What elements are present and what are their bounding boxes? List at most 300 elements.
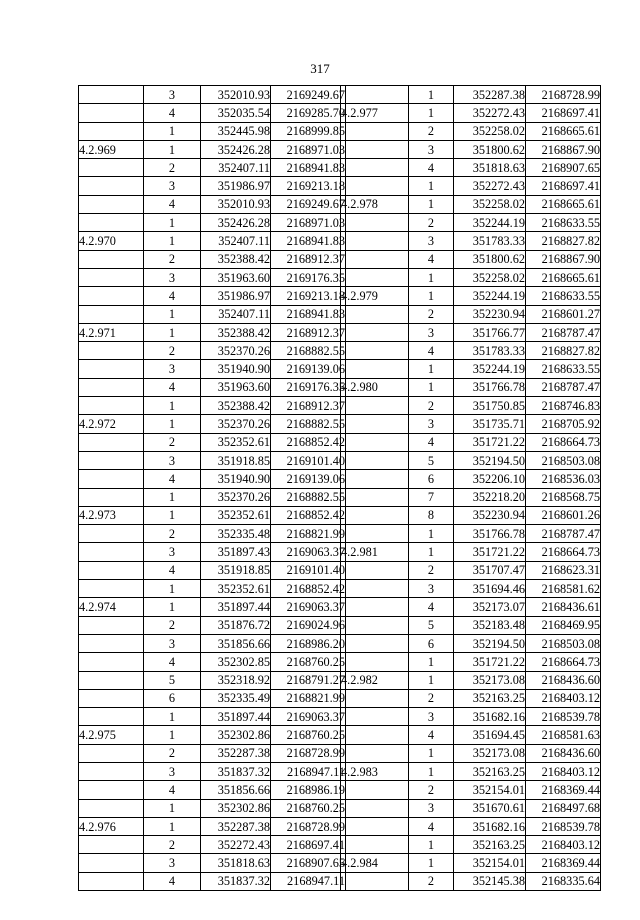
point-number-cell: 4 xyxy=(144,104,201,122)
parcel-id-cell xyxy=(79,214,144,232)
x-coordinate-cell: 352173.08 xyxy=(454,744,526,762)
y-coordinate-cell: 2168623.31 xyxy=(526,561,601,579)
parcel-id-cell xyxy=(341,323,409,341)
table-row xyxy=(79,122,346,140)
y-coordinate-cell: 2168436.60 xyxy=(526,744,601,762)
point-number-cell: 4 xyxy=(144,561,201,579)
point-number-cell: 3 xyxy=(409,140,454,158)
parcel-id-cell xyxy=(79,159,144,177)
y-coordinate-cell: 2168947.11 xyxy=(271,762,346,780)
parcel-id-cell xyxy=(79,671,144,689)
parcel-id-cell xyxy=(341,525,409,543)
x-coordinate-cell: 352194.50 xyxy=(454,634,526,652)
parcel-id-cell xyxy=(341,506,409,524)
x-coordinate-cell: 351750.85 xyxy=(454,397,526,415)
table-row xyxy=(341,506,601,524)
x-coordinate-cell: 352272.43 xyxy=(201,836,271,854)
y-coordinate-cell: 2168821.99 xyxy=(271,689,346,707)
x-coordinate-cell: 352183.48 xyxy=(454,616,526,634)
table-row xyxy=(341,543,601,561)
y-coordinate-cell: 2168665.61 xyxy=(526,268,601,286)
point-number-cell: 4 xyxy=(409,433,454,451)
table-row xyxy=(341,726,601,744)
parcel-id-cell xyxy=(341,598,409,616)
x-coordinate-cell: 352370.26 xyxy=(201,488,271,506)
point-number-cell: 4 xyxy=(409,342,454,360)
x-coordinate-cell: 352145.38 xyxy=(454,872,526,890)
x-coordinate-cell: 351766.78 xyxy=(454,525,526,543)
table-row xyxy=(341,268,601,286)
x-coordinate-cell: 351876.72 xyxy=(201,616,271,634)
x-coordinate-cell: 351766.77 xyxy=(454,323,526,341)
point-number-cell: 1 xyxy=(409,360,454,378)
x-coordinate-cell: 351940.90 xyxy=(201,360,271,378)
parcel-id-cell: 4.2.971 xyxy=(79,323,144,341)
y-coordinate-cell: 2168941.83 xyxy=(271,305,346,323)
x-coordinate-cell: 352318.92 xyxy=(201,671,271,689)
parcel-id-cell: 4.2.976 xyxy=(79,817,144,835)
x-coordinate-cell: 351682.16 xyxy=(454,817,526,835)
parcel-id-cell xyxy=(341,305,409,323)
table-row xyxy=(79,525,346,543)
point-number-cell: 2 xyxy=(409,305,454,323)
parcel-id-cell xyxy=(79,708,144,726)
x-coordinate-cell: 352035.54 xyxy=(201,104,271,122)
table-row xyxy=(341,488,601,506)
x-coordinate-cell: 352163.25 xyxy=(454,762,526,780)
table-row xyxy=(341,140,601,158)
parcel-id-cell xyxy=(79,268,144,286)
y-coordinate-cell: 2169139.06 xyxy=(271,470,346,488)
parcel-id-cell xyxy=(79,122,144,140)
point-number-cell: 1 xyxy=(409,287,454,305)
x-coordinate-cell: 351837.32 xyxy=(201,762,271,780)
point-number-cell: 3 xyxy=(144,634,201,652)
y-coordinate-cell: 2168503.08 xyxy=(526,634,601,652)
x-coordinate-cell: 352272.43 xyxy=(454,177,526,195)
parcel-id-cell xyxy=(341,470,409,488)
parcel-id-cell xyxy=(79,781,144,799)
x-coordinate-cell: 351818.63 xyxy=(454,159,526,177)
y-coordinate-cell: 2169101.40 xyxy=(271,451,346,469)
table-row xyxy=(341,360,601,378)
y-coordinate-cell: 2168633.55 xyxy=(526,214,601,232)
table-row xyxy=(341,653,601,671)
point-number-cell: 3 xyxy=(144,543,201,561)
y-coordinate-cell: 2168941.83 xyxy=(271,159,346,177)
parcel-id-cell xyxy=(341,360,409,378)
parcel-id-cell xyxy=(79,854,144,872)
table-row xyxy=(341,195,601,213)
table-row xyxy=(79,671,346,689)
x-coordinate-cell: 351986.97 xyxy=(201,287,271,305)
y-coordinate-cell: 2168581.63 xyxy=(526,726,601,744)
y-coordinate-cell: 2168568.75 xyxy=(526,488,601,506)
y-coordinate-cell: 2168746.83 xyxy=(526,397,601,415)
parcel-id-cell: 4.2.982 xyxy=(341,671,409,689)
table-row xyxy=(341,159,601,177)
parcel-id-cell xyxy=(341,634,409,652)
table-row xyxy=(341,214,601,232)
point-number-cell: 3 xyxy=(144,177,201,195)
table-row xyxy=(79,781,346,799)
y-coordinate-cell: 2168469.95 xyxy=(526,616,601,634)
table-row xyxy=(79,159,346,177)
table-row xyxy=(341,177,601,195)
x-coordinate-cell: 352445.98 xyxy=(201,122,271,140)
point-number-cell: 4 xyxy=(144,195,201,213)
parcel-id-cell xyxy=(341,268,409,286)
table-row xyxy=(79,305,346,323)
point-number-cell: 1 xyxy=(409,104,454,122)
y-coordinate-cell: 2168633.55 xyxy=(526,287,601,305)
point-number-cell: 6 xyxy=(409,470,454,488)
y-coordinate-cell: 2168665.61 xyxy=(526,195,601,213)
table-row xyxy=(79,287,346,305)
point-number-cell: 1 xyxy=(144,506,201,524)
table-row xyxy=(341,634,601,652)
table-row xyxy=(341,86,601,104)
point-number-cell: 2 xyxy=(144,342,201,360)
point-number-cell: 1 xyxy=(409,762,454,780)
parcel-id-cell xyxy=(341,653,409,671)
y-coordinate-cell: 2168728.99 xyxy=(271,744,346,762)
y-coordinate-cell: 2169213.18 xyxy=(271,287,346,305)
table-row xyxy=(79,433,346,451)
parcel-id-cell xyxy=(341,781,409,799)
point-number-cell: 3 xyxy=(144,268,201,286)
point-number-cell: 4 xyxy=(144,781,201,799)
point-number-cell: 1 xyxy=(144,708,201,726)
table-row xyxy=(79,470,346,488)
x-coordinate-cell: 352010.93 xyxy=(201,195,271,213)
parcel-id-cell xyxy=(341,397,409,415)
table-row xyxy=(341,305,601,323)
table-row xyxy=(79,268,346,286)
y-coordinate-cell: 2168787.47 xyxy=(526,525,601,543)
table-row xyxy=(79,653,346,671)
table-row xyxy=(79,360,346,378)
point-number-cell: 1 xyxy=(409,86,454,104)
point-number-cell: 3 xyxy=(409,323,454,341)
x-coordinate-cell: 352258.02 xyxy=(454,268,526,286)
point-number-cell: 4 xyxy=(144,872,201,890)
y-coordinate-cell: 2168497.68 xyxy=(526,799,601,817)
y-coordinate-cell: 2168581.62 xyxy=(526,580,601,598)
point-number-cell: 1 xyxy=(409,268,454,286)
x-coordinate-cell: 351783.33 xyxy=(454,342,526,360)
point-number-cell: 2 xyxy=(144,836,201,854)
parcel-id-cell xyxy=(79,872,144,890)
x-coordinate-cell: 351897.43 xyxy=(201,543,271,561)
y-coordinate-cell: 2169063.37 xyxy=(271,598,346,616)
table-row xyxy=(79,214,346,232)
point-number-cell: 4 xyxy=(409,817,454,835)
y-coordinate-cell: 2169063.37 xyxy=(271,543,346,561)
y-coordinate-cell: 2168728.99 xyxy=(271,817,346,835)
y-coordinate-cell: 2168999.85 xyxy=(271,122,346,140)
table-row xyxy=(79,726,346,744)
parcel-id-cell xyxy=(79,342,144,360)
y-coordinate-cell: 2168503.08 xyxy=(526,451,601,469)
y-coordinate-cell: 2168947.11 xyxy=(271,872,346,890)
y-coordinate-cell: 2168827.82 xyxy=(526,232,601,250)
parcel-id-cell xyxy=(79,177,144,195)
x-coordinate-cell: 351721.22 xyxy=(454,543,526,561)
table-row xyxy=(79,872,346,890)
point-number-cell: 3 xyxy=(144,451,201,469)
point-number-cell: 7 xyxy=(409,488,454,506)
y-coordinate-cell: 2168697.41 xyxy=(526,104,601,122)
x-coordinate-cell: 352335.49 xyxy=(201,689,271,707)
table-row xyxy=(341,781,601,799)
point-number-cell: 4 xyxy=(409,598,454,616)
table-row xyxy=(79,195,346,213)
x-coordinate-cell: 352407.11 xyxy=(201,159,271,177)
x-coordinate-cell: 352388.42 xyxy=(201,397,271,415)
page-number: 317 xyxy=(310,61,330,76)
parcel-id-cell: 4.2.981 xyxy=(341,543,409,561)
x-coordinate-cell: 352302.86 xyxy=(201,799,271,817)
x-coordinate-cell: 352302.86 xyxy=(201,726,271,744)
parcel-id-cell xyxy=(79,104,144,122)
y-coordinate-cell: 2168912.37 xyxy=(271,250,346,268)
x-coordinate-cell: 351837.32 xyxy=(201,872,271,890)
table-row xyxy=(341,561,601,579)
x-coordinate-cell: 352163.25 xyxy=(454,689,526,707)
parcel-id-cell xyxy=(341,836,409,854)
y-coordinate-cell: 2168827.82 xyxy=(526,342,601,360)
point-number-cell: 1 xyxy=(144,140,201,158)
y-coordinate-cell: 2168436.60 xyxy=(526,671,601,689)
point-number-cell: 8 xyxy=(409,506,454,524)
parcel-id-cell xyxy=(79,86,144,104)
parcel-id-cell xyxy=(79,616,144,634)
x-coordinate-cell: 351707.47 xyxy=(454,561,526,579)
x-coordinate-cell: 351897.44 xyxy=(201,708,271,726)
x-coordinate-cell: 351694.46 xyxy=(454,580,526,598)
point-number-cell: 1 xyxy=(409,744,454,762)
point-number-cell: 1 xyxy=(409,195,454,213)
point-number-cell: 1 xyxy=(144,488,201,506)
table-row xyxy=(79,232,346,250)
parcel-id-cell xyxy=(79,195,144,213)
point-number-cell: 1 xyxy=(409,543,454,561)
point-number-cell: 1 xyxy=(409,525,454,543)
point-number-cell: 2 xyxy=(144,525,201,543)
point-number-cell: 4 xyxy=(144,287,201,305)
y-coordinate-cell: 2168787.47 xyxy=(526,323,601,341)
x-coordinate-cell: 352407.11 xyxy=(201,232,271,250)
table-row xyxy=(341,854,601,872)
x-coordinate-cell: 352335.48 xyxy=(201,525,271,543)
parcel-id-cell xyxy=(341,451,409,469)
y-coordinate-cell: 2168664.73 xyxy=(526,543,601,561)
x-coordinate-cell: 351818.63 xyxy=(201,854,271,872)
parcel-id-cell xyxy=(341,159,409,177)
table-row xyxy=(79,580,346,598)
table-row xyxy=(79,762,346,780)
x-coordinate-cell: 351735.71 xyxy=(454,415,526,433)
x-coordinate-cell: 352154.01 xyxy=(454,854,526,872)
x-coordinate-cell: 351986.97 xyxy=(201,177,271,195)
y-coordinate-cell: 2168907.65 xyxy=(526,159,601,177)
y-coordinate-cell: 2168601.26 xyxy=(526,506,601,524)
x-coordinate-cell: 351918.85 xyxy=(201,561,271,579)
y-coordinate-cell: 2168912.37 xyxy=(271,397,346,415)
table-row xyxy=(341,323,601,341)
y-coordinate-cell: 2168705.92 xyxy=(526,415,601,433)
point-number-cell: 3 xyxy=(409,232,454,250)
y-coordinate-cell: 2168852.42 xyxy=(271,580,346,598)
parcel-id-cell xyxy=(79,525,144,543)
x-coordinate-cell: 352194.50 xyxy=(454,451,526,469)
y-coordinate-cell: 2168539.78 xyxy=(526,708,601,726)
table-row xyxy=(79,140,346,158)
point-number-cell: 2 xyxy=(144,616,201,634)
x-coordinate-cell: 352370.26 xyxy=(201,415,271,433)
point-number-cell: 3 xyxy=(409,799,454,817)
parcel-id-cell: 4.2.969 xyxy=(79,140,144,158)
table-row xyxy=(341,415,601,433)
table-row xyxy=(341,232,601,250)
table-row xyxy=(79,323,346,341)
x-coordinate-cell: 351721.22 xyxy=(454,653,526,671)
point-number-cell: 2 xyxy=(409,122,454,140)
point-number-cell: 2 xyxy=(144,744,201,762)
table-row xyxy=(341,433,601,451)
y-coordinate-cell: 2169063.37 xyxy=(271,708,346,726)
parcel-id-cell xyxy=(341,817,409,835)
x-coordinate-cell: 351800.62 xyxy=(454,250,526,268)
table-row xyxy=(79,104,346,122)
point-number-cell: 1 xyxy=(409,378,454,396)
x-coordinate-cell: 351918.85 xyxy=(201,451,271,469)
x-coordinate-cell: 352287.38 xyxy=(201,817,271,835)
parcel-id-cell xyxy=(79,488,144,506)
y-coordinate-cell: 2168601.27 xyxy=(526,305,601,323)
x-coordinate-cell: 352244.19 xyxy=(454,360,526,378)
table-row xyxy=(341,671,601,689)
parcel-id-cell xyxy=(341,177,409,195)
table-row xyxy=(341,525,601,543)
table-row xyxy=(341,342,601,360)
point-number-cell: 4 xyxy=(144,378,201,396)
y-coordinate-cell: 2168536.03 xyxy=(526,470,601,488)
parcel-id-cell: 4.2.979 xyxy=(341,287,409,305)
y-coordinate-cell: 2169249.67 xyxy=(271,195,346,213)
y-coordinate-cell: 2169249.67 xyxy=(271,86,346,104)
parcel-id-cell: 4.2.973 xyxy=(79,506,144,524)
parcel-id-cell xyxy=(79,451,144,469)
y-coordinate-cell: 2168697.41 xyxy=(271,836,346,854)
parcel-id-cell xyxy=(341,122,409,140)
y-coordinate-cell: 2168760.25 xyxy=(271,653,346,671)
x-coordinate-cell: 352154.01 xyxy=(454,781,526,799)
parcel-id-cell xyxy=(341,86,409,104)
parcel-id-cell xyxy=(341,250,409,268)
table-row xyxy=(79,397,346,415)
y-coordinate-cell: 2168941.83 xyxy=(271,232,346,250)
x-coordinate-cell: 352244.19 xyxy=(454,214,526,232)
x-coordinate-cell: 352287.38 xyxy=(201,744,271,762)
table-row xyxy=(79,506,346,524)
y-coordinate-cell: 2168436.61 xyxy=(526,598,601,616)
parcel-id-cell xyxy=(79,250,144,268)
y-coordinate-cell: 2168728.99 xyxy=(526,86,601,104)
table-row xyxy=(79,250,346,268)
x-coordinate-cell: 351963.60 xyxy=(201,268,271,286)
point-number-cell: 2 xyxy=(409,561,454,579)
point-number-cell: 1 xyxy=(144,323,201,341)
parcel-id-cell xyxy=(79,836,144,854)
y-coordinate-cell: 2168907.65 xyxy=(271,854,346,872)
point-number-cell: 1 xyxy=(144,122,201,140)
x-coordinate-cell: 352258.02 xyxy=(454,122,526,140)
parcel-id-cell xyxy=(341,561,409,579)
x-coordinate-cell: 352173.07 xyxy=(454,598,526,616)
y-coordinate-cell: 2168369.44 xyxy=(526,781,601,799)
table-row xyxy=(341,616,601,634)
table-row xyxy=(79,634,346,652)
x-coordinate-cell: 352230.94 xyxy=(454,305,526,323)
point-number-cell: 4 xyxy=(144,653,201,671)
point-number-cell: 1 xyxy=(144,232,201,250)
x-coordinate-cell: 351963.60 xyxy=(201,378,271,396)
parcel-id-cell xyxy=(79,305,144,323)
table-row xyxy=(79,744,346,762)
x-coordinate-cell: 352173.08 xyxy=(454,671,526,689)
parcel-id-cell xyxy=(79,433,144,451)
x-coordinate-cell: 351694.45 xyxy=(454,726,526,744)
table-row xyxy=(79,415,346,433)
x-coordinate-cell: 352244.19 xyxy=(454,287,526,305)
parcel-id-cell: 4.2.972 xyxy=(79,415,144,433)
parcel-id-cell xyxy=(341,214,409,232)
parcel-id-cell: 4.2.977 xyxy=(341,104,409,122)
table-row xyxy=(79,689,346,707)
parcel-id-cell: 4.2.974 xyxy=(79,598,144,616)
y-coordinate-cell: 2169101.40 xyxy=(271,561,346,579)
parcel-id-cell xyxy=(341,232,409,250)
table-row xyxy=(79,378,346,396)
y-coordinate-cell: 2168971.03 xyxy=(271,140,346,158)
x-coordinate-cell: 351721.22 xyxy=(454,433,526,451)
parcel-id-cell xyxy=(341,140,409,158)
x-coordinate-cell: 352407.11 xyxy=(201,305,271,323)
point-number-cell: 4 xyxy=(409,726,454,744)
point-number-cell: 1 xyxy=(144,799,201,817)
table-row xyxy=(341,451,601,469)
x-coordinate-cell: 351856.66 xyxy=(201,781,271,799)
x-coordinate-cell: 352272.43 xyxy=(454,104,526,122)
x-coordinate-cell: 351897.44 xyxy=(201,598,271,616)
parcel-id-cell xyxy=(341,616,409,634)
point-number-cell: 2 xyxy=(409,872,454,890)
y-coordinate-cell: 2168760.25 xyxy=(271,799,346,817)
coordinate-table-left xyxy=(78,85,346,891)
parcel-id-cell xyxy=(79,287,144,305)
y-coordinate-cell: 2168760.25 xyxy=(271,726,346,744)
table-row xyxy=(79,177,346,195)
parcel-id-cell xyxy=(79,744,144,762)
y-coordinate-cell: 2169176.35 xyxy=(271,378,346,396)
parcel-id-cell xyxy=(341,708,409,726)
table-row xyxy=(341,598,601,616)
parcel-id-cell xyxy=(79,762,144,780)
parcel-id-cell: 4.2.975 xyxy=(79,726,144,744)
y-coordinate-cell: 2168986.19 xyxy=(271,781,346,799)
